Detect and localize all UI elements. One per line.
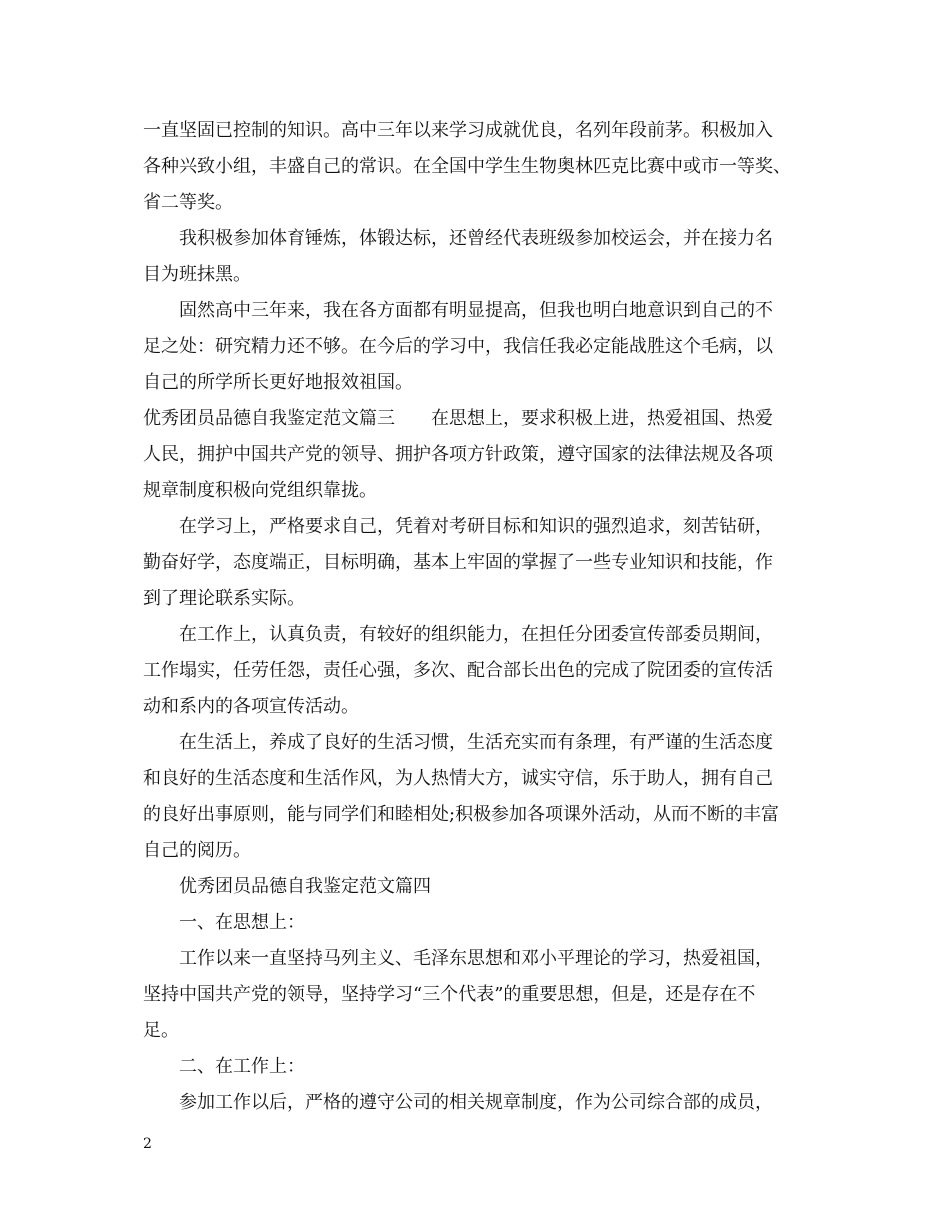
- text-line: 足。: [143, 1020, 179, 1041]
- text-line: 人民，拥护中国共产党的领导、拥护各项方针政策，遵守国家的法律法规及各项: [143, 444, 773, 465]
- text-line: 动和系内的各项宣传活动。: [143, 696, 359, 717]
- text-line: 在工作上，认真负责，有较好的组织能力，在担任分团委宣传部委员期间，: [179, 624, 773, 645]
- text-line: 工作塌实，任劳任怨，责任心强，多次、配合部长出色的完成了院团委的宣传活: [143, 660, 773, 681]
- subheading-line: 一、在思想上：: [179, 912, 305, 933]
- subheading-line: 二、在工作上：: [179, 1056, 305, 1077]
- section-heading-line: 优秀团员品德自我鉴定范文篇三 在思想上，要求积极上进，热爱祖国、热爱: [143, 408, 773, 429]
- text-line: 自己的阅历。: [143, 840, 251, 861]
- text-line: 自己的所学所长更好地报效祖国。: [143, 372, 413, 393]
- text-line: 坚持中国共产党的领导，坚持学习“三个代表”的重要思想，但是，还是存在不: [143, 984, 756, 1005]
- section-heading-line: 优秀团员品德自我鉴定范文篇四: [179, 876, 431, 897]
- text-line: 在生活上，养成了良好的生活习惯，生活充实而有条理，有严谨的生活态度: [179, 732, 773, 753]
- text-line: 规章制度积极向党组织靠拢。: [143, 480, 377, 501]
- text-line: 一直坚固已控制的知识。高中三年以来学习成就优良，名列年段前茅。积极加入: [143, 120, 773, 141]
- text-line: 我积极参加体育锤炼，体锻达标，还曾经代表班级参加校运会，并在接力名: [179, 228, 773, 249]
- text-line: 到了理论联系实际。: [143, 588, 305, 609]
- text-line: 参加工作以后，严格的遵守公司的相关规章制度，作为公司综合部的成员，: [179, 1092, 773, 1113]
- text-line: 各种兴致小组，丰盛自己的常识。在全国中学生生物奥林匹克比赛中或市一等奖、: [143, 156, 791, 177]
- text-line: 工作以来一直坚持马列主义、毛泽东思想和邓小平理论的学习，热爱祖国，: [179, 948, 773, 969]
- text-line: 固然高中三年来，我在各方面都有明显提高，但我也明白地意识到自己的不: [179, 300, 773, 321]
- page-number: 2: [143, 1136, 152, 1152]
- text-line: 省二等奖。: [143, 192, 233, 213]
- text-line: 勤奋好学，态度端正，目标明确，基本上牢固的掌握了一些专业知识和技能，作: [143, 552, 773, 573]
- text-line: 和良好的生活态度和生活作风，为人热情大方，诚实守信，乐于助人，拥有自己: [143, 768, 773, 789]
- text-line: 足之处：研究精力还不够。在今后的学习中，我信任我必定能战胜这个毛病，以: [143, 336, 773, 357]
- text-line: 目为班抹黑。: [143, 264, 251, 285]
- text-line: 的良好出事原则，能与同学们和睦相处;积极参加各项课外活动，从而不断的丰富: [143, 804, 780, 825]
- text-line: 在学习上，严格要求自己，凭着对考研目标和知识的强烈追求，刻苦钻研，: [179, 516, 773, 537]
